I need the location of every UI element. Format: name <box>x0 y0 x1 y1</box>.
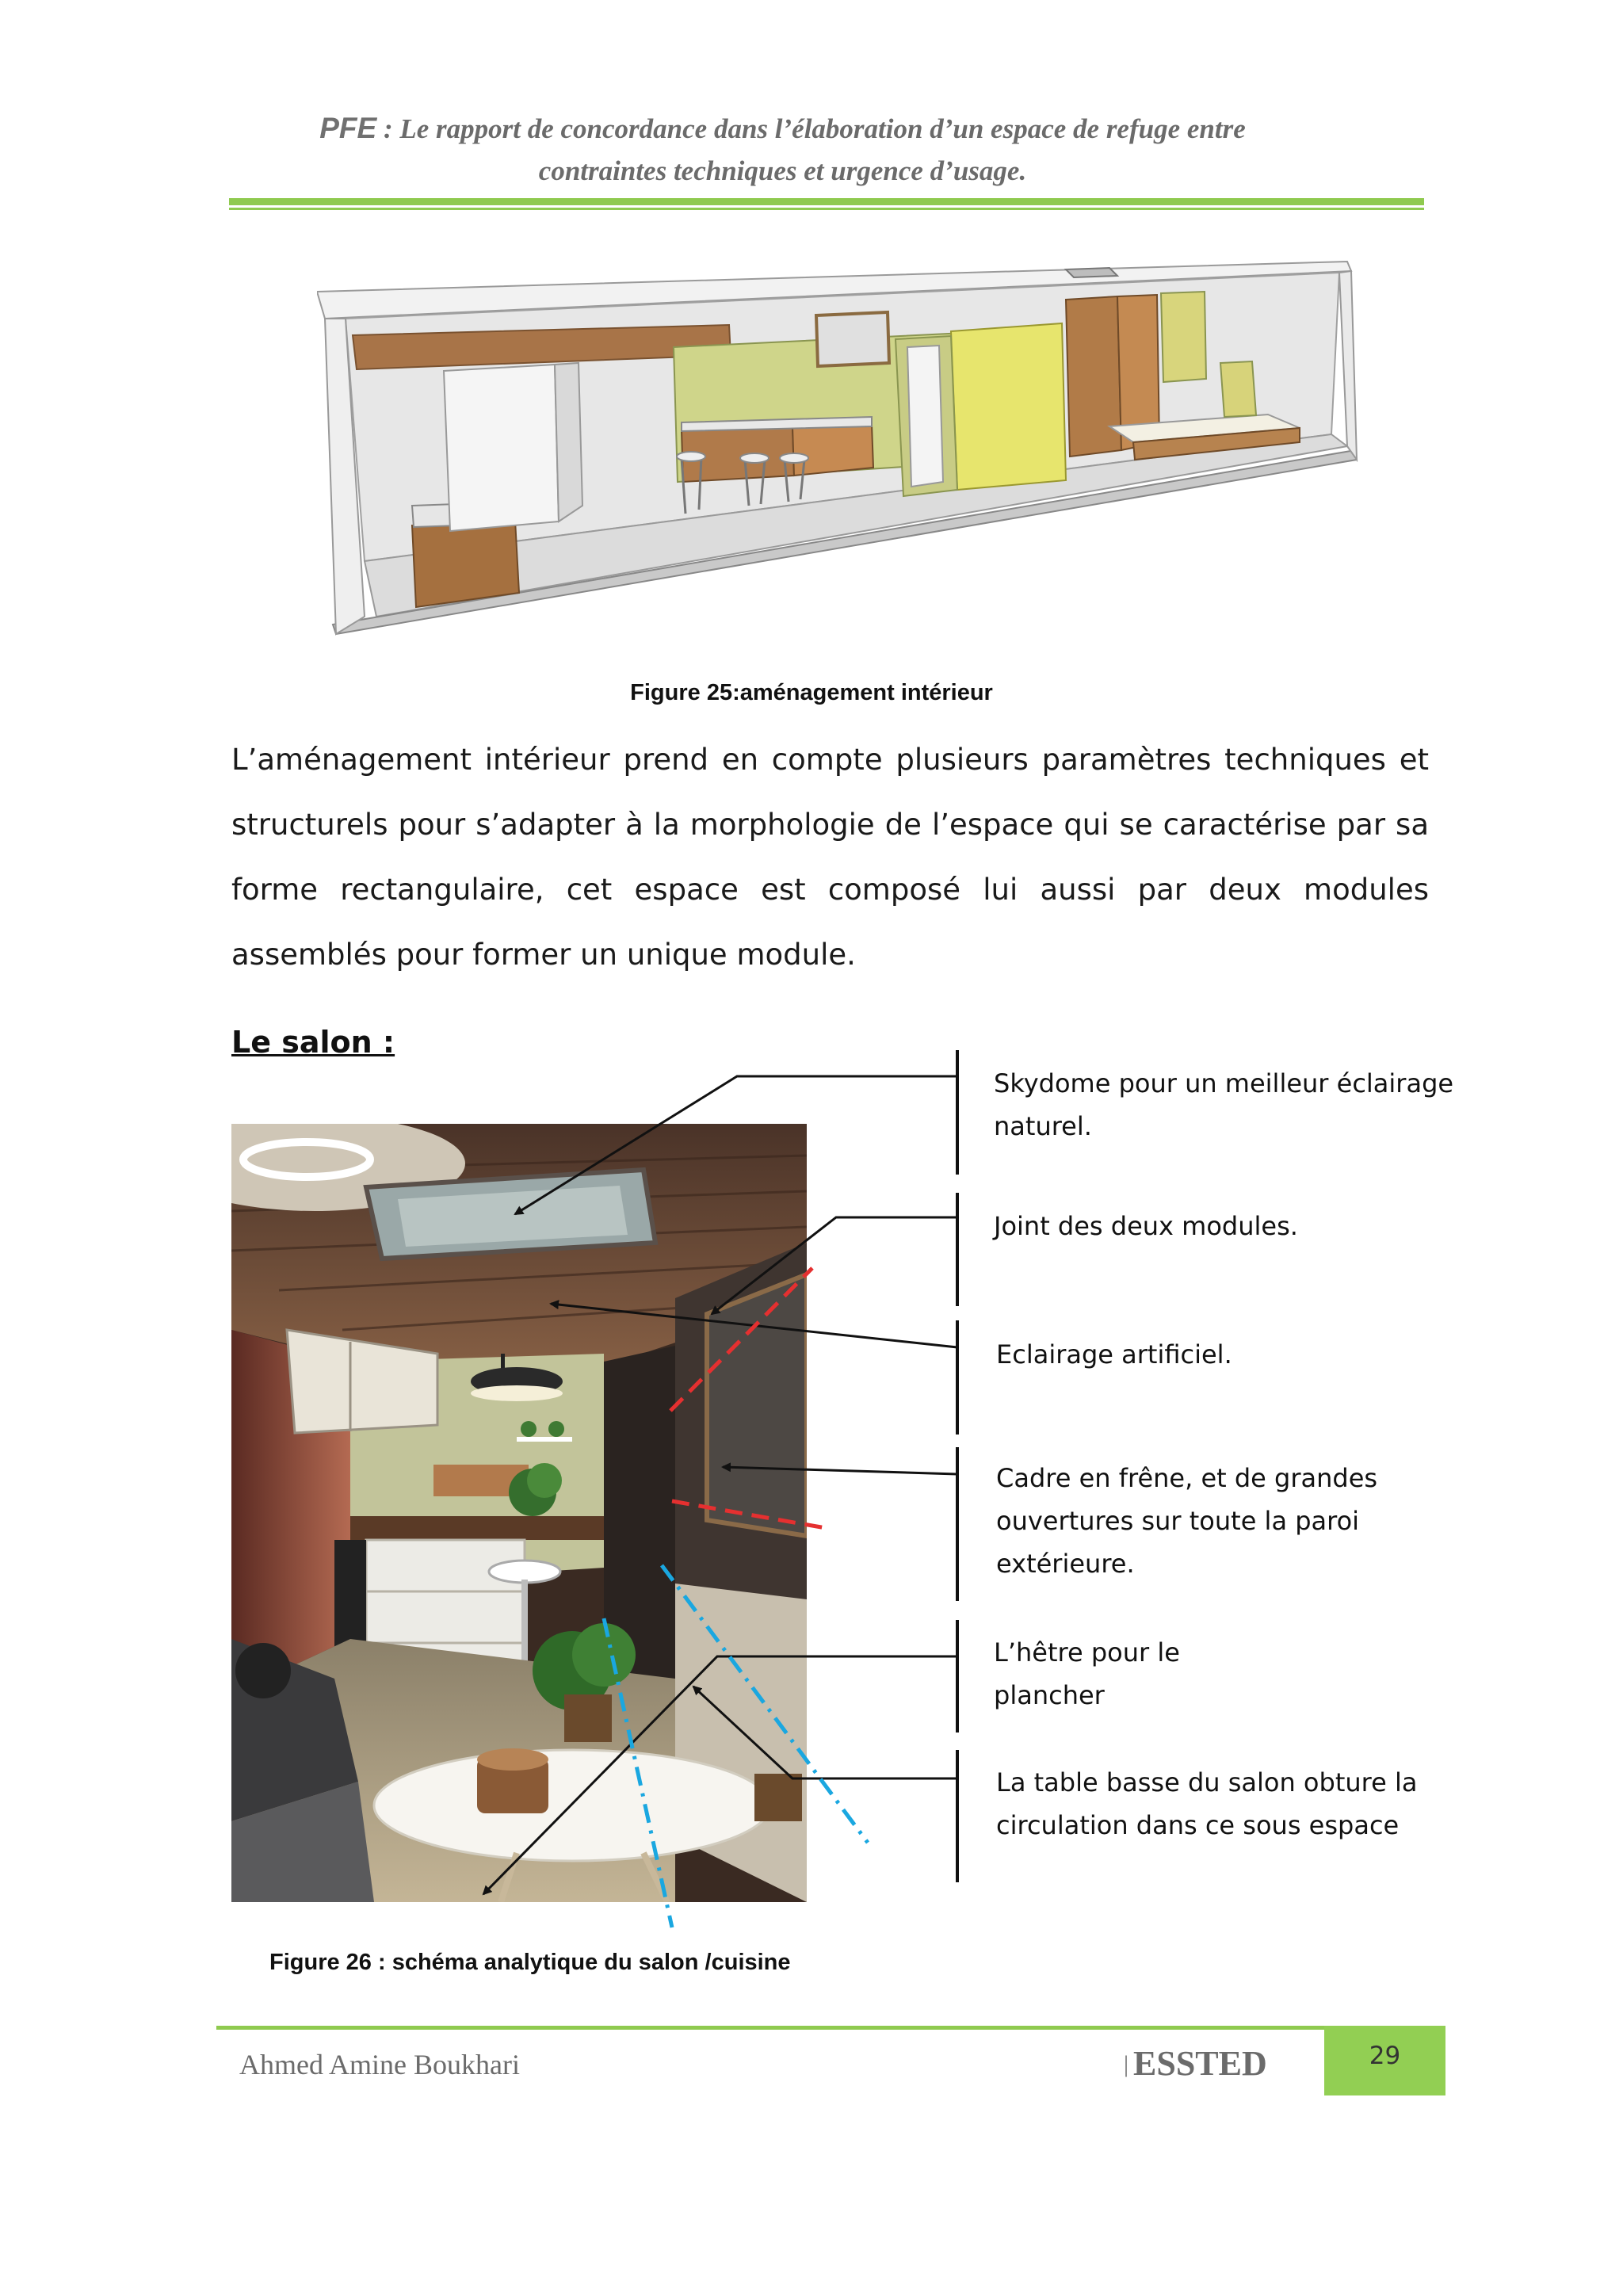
footer-separator: | <box>1124 2051 1129 2077</box>
header-title-rest: : Le rapport de concordance dans l’élaboration d’un espace de refuge entre <box>376 113 1246 144</box>
note-table <box>996 1761 1464 1847</box>
header-rule <box>229 198 1424 205</box>
page-number-text: 29 <box>1369 2042 1401 2070</box>
note-joint-l1: Joint des deux modules. <box>994 1211 1298 1241</box>
page-number <box>1324 2026 1445 2095</box>
header-title-line1 <box>0 111 1565 147</box>
figure-26-photo <box>231 1124 807 1902</box>
note-hetre-l1: L’hêtre pour le <box>994 1637 1180 1668</box>
figure-25-caption: Figure 25:aménagement intérieur <box>630 680 993 705</box>
header-pfe: PFE <box>319 112 377 144</box>
figure-26-caption: Figure 26 : schéma analytique du salon /cuisine <box>269 1950 791 1975</box>
section-title-salon: Le salon : <box>231 1025 395 1060</box>
note-hetre-l2: plancher <box>994 1680 1105 1710</box>
note-table-l1: La table basse du salon obture la <box>996 1767 1418 1797</box>
footer-school: ESSTED <box>1133 2044 1267 2083</box>
body-paragraph: L’aménagement intérieur prend en compte plusieurs paramètres techniques et structurels pour s’adapter à la morphologie de l’espace qui se caractérise par sa forme rectangulaire, cet espace est composé lui aussi par deux modules assemblés pour former un unique module. <box>231 743 1429 972</box>
note-table-l2: circulation dans ce sous espace <box>996 1810 1400 1840</box>
note-cadre-l2: ouvertures sur toute la paroi <box>996 1506 1360 1536</box>
note-skydome <box>994 1062 1461 1148</box>
note-hetre <box>994 1631 1461 1717</box>
note-joint <box>994 1205 1461 1247</box>
note-eclairage <box>996 1333 1464 1376</box>
header-title-line2: contraintes techniques et urgence d’usage. <box>538 155 1027 186</box>
note-skydome-l1: Skydome pour un meilleur éclairage <box>994 1068 1454 1098</box>
note-skydome-l2: naturel. <box>994 1111 1092 1141</box>
footer-author: Ahmed Amine Boukhari <box>239 2049 520 2080</box>
figure-25-illustration <box>317 252 1371 658</box>
footer-rule <box>216 2026 1445 2030</box>
note-cadre-l1: Cadre en frêne, et de grandes <box>996 1463 1378 1493</box>
header-rule-thin <box>229 208 1424 210</box>
note-cadre <box>996 1457 1464 1585</box>
note-cadre-l3: extérieure. <box>996 1549 1135 1579</box>
note-eclairage-l1: Eclairage artificiel. <box>996 1339 1232 1370</box>
